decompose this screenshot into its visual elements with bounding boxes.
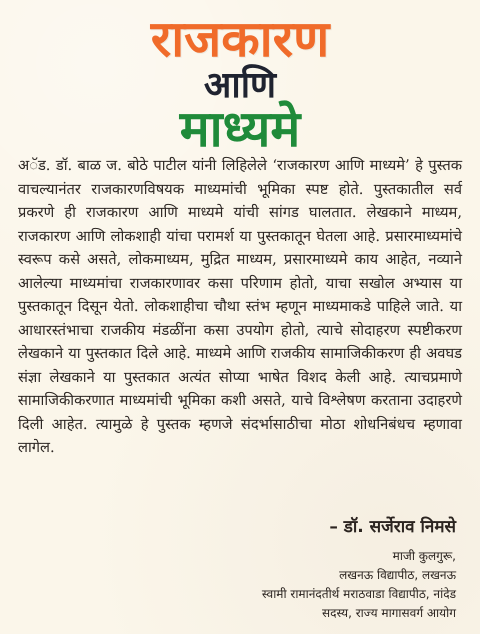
signature-block	[262, 514, 456, 623]
review-paragraph: अॅड. डॉ. बाळ ज. बोठे पाटील यांनी लिहिलेले ‘राजकारण आणि माध्यमे’ हे पुस्तक वाचल्यानंतर राजकारणविषयक माध्यमांची भूमिका स्पष्ट होते. पुस्तकातील सर्व प्रकरणे ही राजकारण आणि माध्यमे यांची सांगड घालतात. लेखकाने माध्यम, राजकारण आणि लोकशाही यांचा परामर्श या पुस्तकातून घेतला आहे. प्रसारमाध्यमांचे स्वरूप कसे असते, लोकमाध्यम, मुद्रित माध्यम, प्रसारमाध्यमे काय आहेत, नव्याने आलेल्या माध्यमांचा राजकारणावर कसा परिणाम होतो, याचा सखोल अभ्यास या पुस्तकातून दिसून येतो. लोकशाहीचा चौथा स्तंभ म्हणून माध्यमाकडे पाहिले जाते. या आधारस्तंभाचा राजकीय मंडळींना कसा उपयोग होतो, त्याचे सोदाहरण स्पष्टीकरण लेखकाने या पुस्तकात दिले आहे. माध्यमे आणि राजकीय सामाजिकीकरण ही अवघड संज्ञा लेखकाने या पुस्तकात अत्यंत सोप्या भाषेत विशद केली आहे. त्याचप्रमाणे सामाजिकीकरणात माध्यमांची भूमिका कशी असते, याचे विश्लेषण करताना उदाहरणे दिली आहेत. त्यामुळे हे पुस्तक म्हणजे संदर्भासाठीचा मोठा शोधनिबंधच म्हणावा लागेल.	[18, 157, 462, 456]
signature-line-1: माजी कुलगुरू,	[392, 549, 456, 563]
signature-line-2: लखनऊ विद्यापीठ, लखनऊ	[339, 568, 456, 582]
signature-line-4: सदस्य, राज्य मागासवर्ग आयोग	[322, 606, 456, 620]
title-line-3: माध्यमे	[179, 100, 301, 158]
signature-line-3: स्वामी रामानंदतीर्थ मराठवाडा विद्यापीठ, नांदेड	[261, 587, 456, 601]
title-line-1: राजकारण	[150, 10, 330, 68]
title-line-2: आणि	[203, 65, 277, 106]
title-logo	[0, 10, 480, 158]
signature-name: – डॉ. सर्जेराव निमसे	[329, 517, 456, 537]
